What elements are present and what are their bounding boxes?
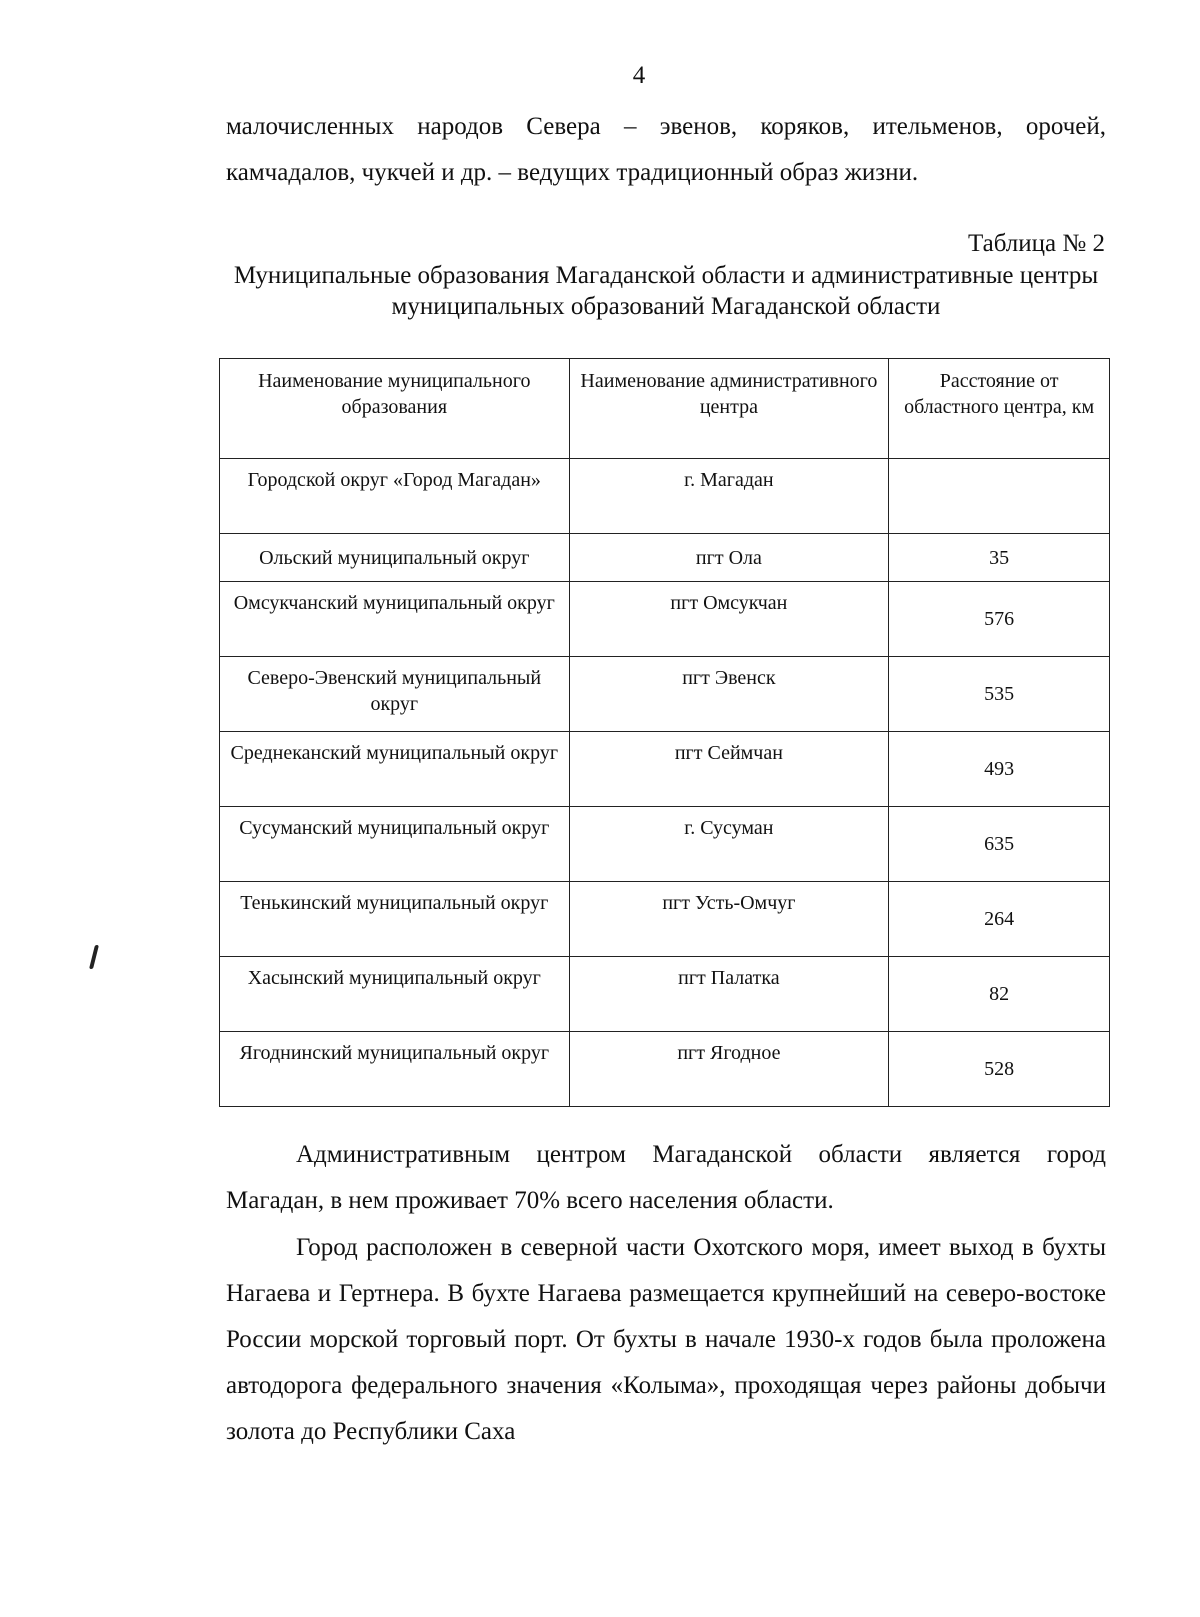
cell-distance: 528 [889, 1032, 1110, 1107]
table-row [220, 732, 1110, 807]
header-distance: Расстояние от областного центра, км [889, 359, 1110, 459]
cell-distance: 493 [889, 732, 1110, 807]
paragraph-city-location: Город расположен в северной части Охотского моря, имеет выход в бухты Нагаева и Гертнера. В бухте Нагаева размещается крупнейший на северо-востоке России морской торговый порт. От бухты в начале 1930-х годов была проложена автодорога федерального значения «Колыма», проходящая через районы добычи золота до Республики Саха [226, 1234, 1106, 1445]
cell-municipality: Хасынский муниципальный округ [220, 957, 570, 1032]
table-header-row [220, 359, 1110, 459]
cell-municipality: Тенькинский муниципальный округ [220, 882, 570, 957]
page-number: 4 [632, 62, 646, 89]
cell-admin-center: пгт Омсукчан [569, 582, 889, 657]
cell-distance: 82 [889, 957, 1110, 1032]
cell-distance [889, 459, 1110, 534]
cell-distance: 576 [889, 582, 1110, 657]
cell-distance: 35 [889, 534, 1110, 582]
table-row [220, 582, 1110, 657]
cell-municipality: Среднеканский муниципальный округ [220, 732, 570, 807]
cell-admin-center: пгт Усть-Омчуг [569, 882, 889, 957]
cell-distance: 264 [889, 882, 1110, 957]
municipalities-table [219, 358, 1110, 1107]
header-municipality: Наименование муниципального образования [220, 359, 570, 459]
cell-admin-center: г. Сусуман [569, 807, 889, 882]
intro-paragraph: малочисленных народов Севера – эвенов, коряков, ительменов, орочей, камчадалов, чукчей и др. – ведущих традиционный образ жизни. [226, 113, 1106, 186]
cell-admin-center: пгт Сеймчан [569, 732, 889, 807]
cell-admin-center: пгт Ола [569, 534, 889, 582]
table-row [220, 534, 1110, 582]
table-row [220, 807, 1110, 882]
header-admin-center: Наименование административного центра [569, 359, 889, 459]
paragraph-admin-center: Административным центром Магаданской области является город Магадан, в нем проживает 70% всего населения области. [226, 1141, 1106, 1214]
cell-distance: 635 [889, 807, 1110, 882]
table-row [220, 882, 1110, 957]
scan-mark [89, 945, 99, 969]
cell-municipality: Ягоднинский муниципальный округ [220, 1032, 570, 1107]
cell-admin-center: г. Магадан [569, 459, 889, 534]
cell-admin-center: пгт Эвенск [569, 657, 889, 732]
table-row [220, 957, 1110, 1032]
table-title: Муниципальные образования Магаданской области и административные центры муниципальных образований Магаданской области [233, 262, 1099, 320]
cell-municipality: Северо-Эвенский муниципальный округ [220, 657, 570, 732]
cell-municipality: Городской округ «Город Магадан» [220, 459, 570, 534]
table-label: Таблица № 2 [967, 230, 1105, 257]
cell-distance: 535 [889, 657, 1110, 732]
table-row [220, 459, 1110, 534]
cell-municipality: Омсукчанский муниципальный округ [220, 582, 570, 657]
table-row [220, 657, 1110, 732]
cell-admin-center: пгт Ягодное [569, 1032, 889, 1107]
cell-municipality: Сусуманский муниципальный округ [220, 807, 570, 882]
cell-admin-center: пгт Палатка [569, 957, 889, 1032]
cell-municipality: Ольский муниципальный округ [220, 534, 570, 582]
table-row [220, 1032, 1110, 1107]
